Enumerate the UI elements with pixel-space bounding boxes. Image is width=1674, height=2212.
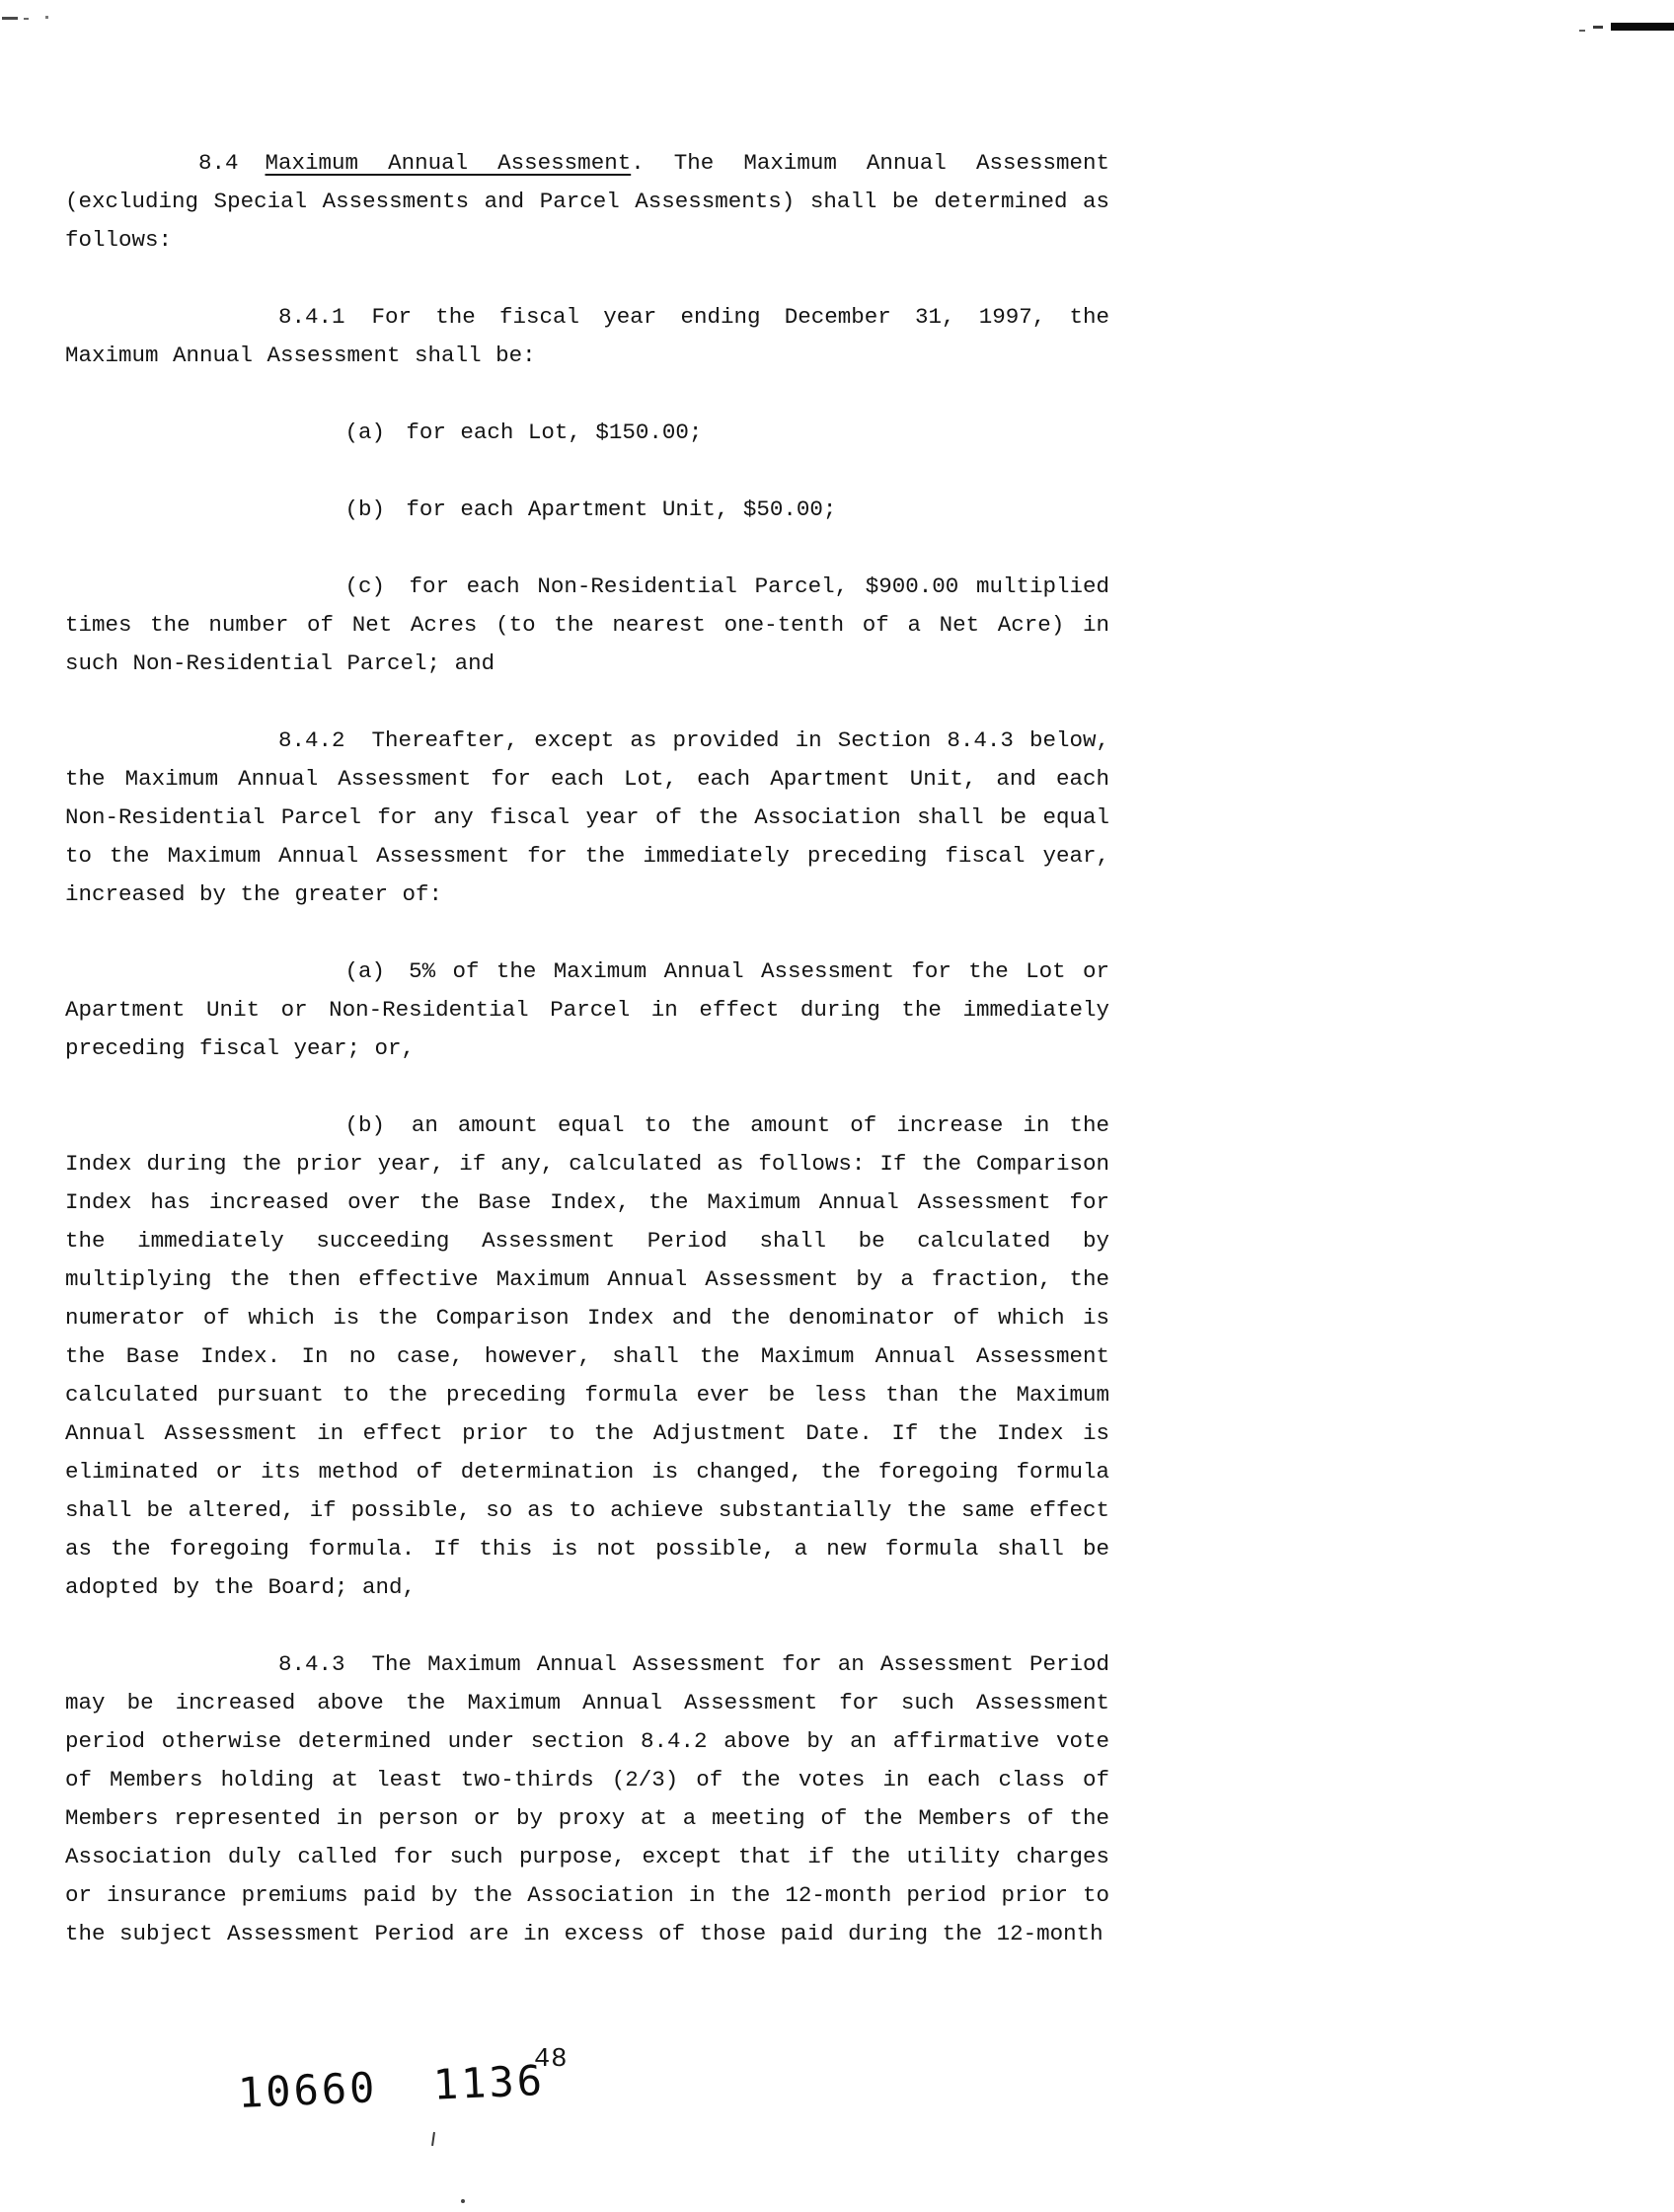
item-text: an amount equal to the amount of increase in the Index during the prior year, if any, calculated as follows: If the Comparison Index has increased over the Base Index, the Maximum Annual Assessment for the immediately succeeding Assessment Period shall be calculated by multiplying the then effective Maximum Annual Assessment by a fraction, the numerator of which is the Comparison Index and the denominator of which is the Base Index. In no case, however, shall the Maximum Annual Assessment calculated pursuant to the preceding formula ever be less than the Maximum Annual Assessment in effect prior to the Adjustment Date. If the Index is eliminated or its method of determination is changed, the foregoing formula shall be altered, if possible, so as to achieve substantially the same effect as the foregoing formula. If this is not possible, a new formula shall be adopted by the Board; and, [65,1112,1109,1600]
scan-artifact-top-left [45,16,48,19]
scan-artifact-bottom-dot [461,2199,465,2203]
recorder-stamp-number: 10660 1136 [236,2056,546,2117]
section-8-4-2-paragraph [65,722,1109,914]
list-item-a-8-4-1 [65,414,1109,452]
list-item-a-8-4-2 [65,953,1109,1068]
section-number: 8.4.3 [278,1651,345,1677]
scan-artifact-top-right [1593,26,1603,29]
section-text: For the fiscal year ending December 31, 1997, the Maximum Annual Assessment shall be: [65,304,1109,368]
section-number: 8.4 [198,150,239,176]
item-label: (a) [344,420,386,445]
page-number: 48 [534,2045,569,2075]
section-number: 8.4.2 [278,727,345,753]
item-text: for each Apartment Unit, $50.00; [406,496,837,522]
section-8-4-3-paragraph [65,1645,1109,1953]
scan-artifact-top-left [2,17,18,20]
section-8-4-paragraph [65,144,1109,260]
item-label: (b) [344,496,386,522]
section-text: . The Maximum Annual Assessment (excluding Special Assessments and Parcel Assessments) shall be determined as follows: [65,150,1109,253]
list-item-b-8-4-2 [65,1106,1109,1607]
item-label: (b) [344,1112,386,1138]
scan-artifact-top-left [24,18,29,20]
scan-artifact-stamp-tick [431,2132,435,2146]
item-label: (c) [344,573,386,599]
list-item-c-8-4-1 [65,568,1109,683]
item-text: 5% of the Maximum Annual Assessment for the Lot or Apartment Unit or Non-Residential Parcel in effect during the immediately preceding fiscal year; or, [65,958,1109,1061]
document-body [65,144,1109,1953]
scan-artifact-top-right [1611,23,1674,31]
item-text: for each Non-Residential Parcel, $900.00 multiplied times the number of Net Acres (to the nearest one-tenth of a Net Acre) in such Non-Residential Parcel; and [65,573,1109,676]
section-text: Thereafter, except as provided in Section 8.4.3 below, the Maximum Annual Assessment for each Lot, each Apartment Unit, and each Non-Residential Parcel for any fiscal year of the Association shall be equal to the Maximum Annual Assessment for the immediately preceding fiscal year, increased by the greater of: [65,727,1109,907]
section-text: The Maximum Annual Assessment for an Assessment Period may be increased above the Maximum Annual Assessment for such Assessment period otherwise determined under section 8.4.2 above by an affirmative vote of Members holding at least two-thirds (2/3) of the votes in each class of Members represented in person or by proxy at a meeting of the Members of the Association duly called for such purpose, except that if the utility charges or insurance premiums paid by the Association in the 12-month period prior to the subject Assessment Period are in excess of those paid during the 12-month [65,1651,1109,1946]
item-text: for each Lot, $150.00; [406,420,703,445]
section-8-4-1-paragraph [65,298,1109,375]
scan-artifact-top-right [1579,30,1585,32]
list-item-b-8-4-1 [65,491,1109,529]
section-number: 8.4.1 [278,304,345,330]
item-label: (a) [344,958,386,984]
section-title: Maximum Annual Assessment [265,150,632,176]
